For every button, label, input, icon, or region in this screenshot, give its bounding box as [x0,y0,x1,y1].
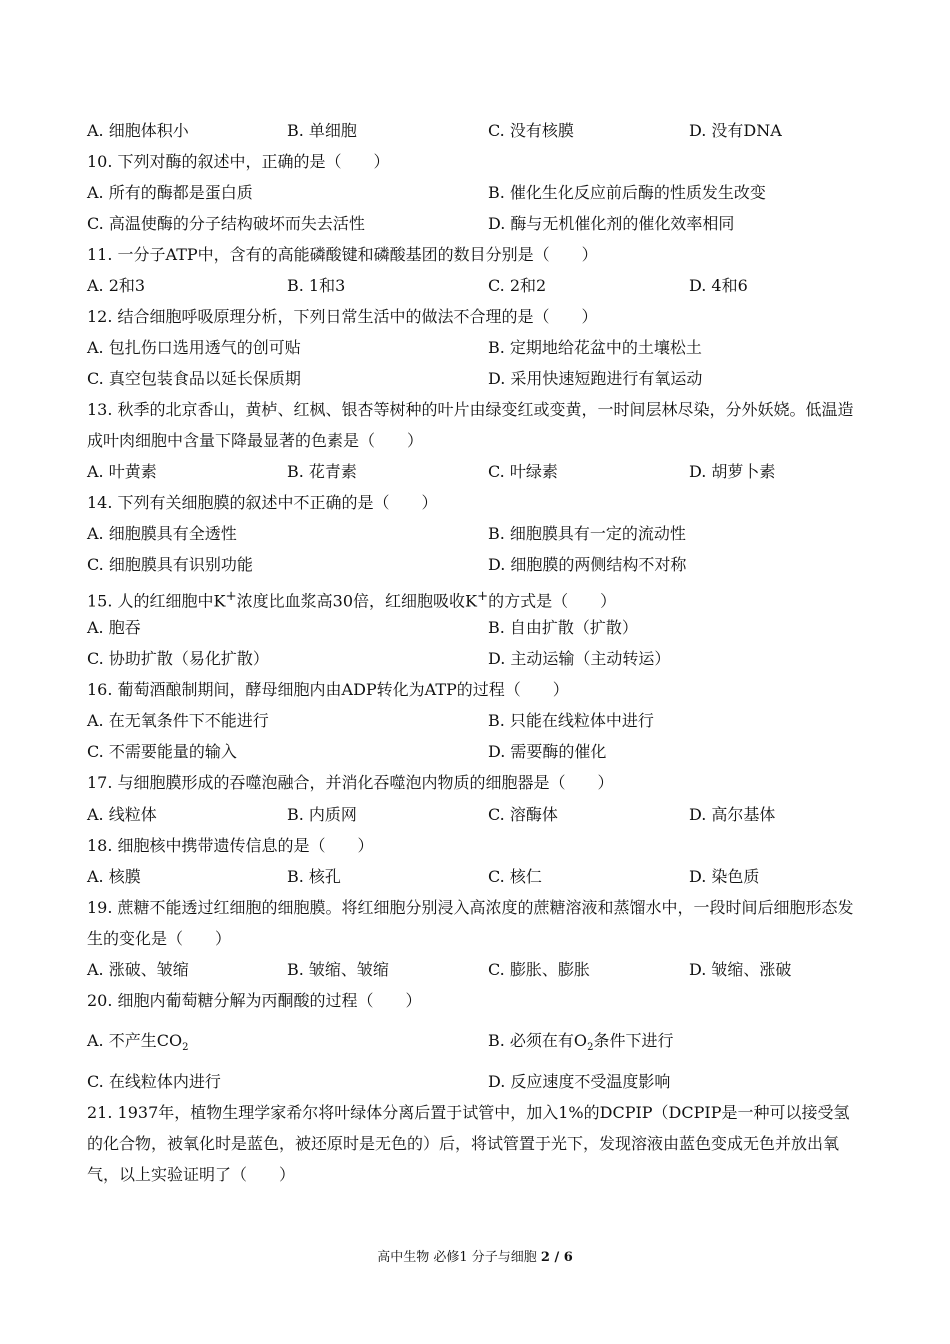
q18-stem: 18. 细胞核中携带遗传信息的是（ ） [87,836,374,855]
q20-option-a [87,1025,188,1063]
q13-options [87,456,887,487]
q10-option-d: D. 酶与无机催化剂的催化效率相同 [488,214,735,233]
q11-stem: 11. 一分子ATP中，含有的高能磷酸键和磷酸基团的数目分别是（ ） [87,245,598,264]
q20-option-b-subscript: 2 [587,1042,594,1054]
q14-option-d: D. 细胞膜的两侧结构不对称 [488,555,687,574]
q14-option-b: B. 细胞膜具有一定的流动性 [488,524,686,543]
q19-option-d: D. 皱缩、涨破 [689,960,792,979]
q9-option-a: A. 细胞体积小 [87,121,189,140]
q10-option-a: A. 所有的酶都是蛋白质 [87,183,253,202]
q16-option-a: A. 在无氧条件下不能进行 [87,711,269,730]
q11-option-c: C. 2和2 [488,276,547,295]
q15-stem-part1: 15. 人的红细胞中K [87,591,226,611]
q18-option-d: D. 染色质 [689,867,760,886]
q19-option-a: A. 涨破、皱缩 [87,960,189,979]
q20-stem: 20. 细胞内葡萄糖分解为丙酮酸的过程（ ） [87,991,422,1010]
q16-option-d: D. 需要酶的催化 [488,742,607,761]
q20-options-row2 [87,1066,887,1097]
q15-option-d: D. 主动运输（主动转运） [488,649,671,668]
q10-stem: 10. 下列对酶的叙述中，正确的是（ ） [87,152,390,171]
page-number: 2 / 6 [540,1250,573,1265]
q20-option-c: C. 在线粒体内进行 [87,1072,221,1091]
q18-option-a: A. 核膜 [87,867,141,886]
q20-options-row1 [87,1025,887,1056]
q19-option-b: B. 皱缩、皱缩 [287,960,389,979]
q14-stem: 14. 下列有关细胞膜的叙述中不正确的是（ ） [87,493,438,512]
q14-options-row2 [87,549,887,580]
q18-option-b: B. 核孔 [287,867,341,886]
q12-option-d: D. 采用快速短跑进行有氧运动 [488,369,703,388]
q10-option-b: B. 催化生化反应前后酶的性质发生改变 [488,183,766,202]
q11-option-a: A. 2和3 [87,276,146,295]
q14-option-a: A. 细胞膜具有全透性 [87,524,237,543]
q17-option-c: C. 溶酶体 [488,805,558,824]
q15-superscript-1: + [225,589,237,604]
q17-option-d: D. 高尔基体 [689,805,776,824]
q16-stem: 16. 葡萄酒酿制期间，酵母细胞内由ADP转化为ATP的过程（ ） [87,680,569,699]
q13-option-d: D. 胡萝卜素 [689,462,776,481]
q11-option-d: D. 4和6 [689,276,748,295]
q11-option-b: B. 1和3 [287,276,346,295]
q9-option-c: C. 没有核膜 [488,121,574,140]
q15-options-row2 [87,643,887,674]
q18-option-c: C. 核仁 [488,867,542,886]
q15-superscript-2: + [477,589,489,604]
q15-stem-part3: 的方式是（ ） [488,591,617,611]
q20-option-a-subscript: 2 [182,1042,189,1054]
q21-stem: 21. 1937年，植物生理学家希尔将叶绿体分离后置于试管中，加入1%的DCPIP（DCPIP是一种可以接受氢的化合物，被氧化时是蓝色，被还原时是无色的）后，将试管置于光下，发现溶液由蓝色变成无色并放出氧气，以上实验证明了（ ） [87,1103,850,1184]
q20-option-d: D. 反应速度不受温度影响 [488,1072,671,1091]
q18-options [87,861,887,892]
q9-options [87,115,887,146]
q11-options [87,270,887,301]
q12-options-row2 [87,363,887,394]
q16-options-row2 [87,736,887,767]
page-footer [0,1248,950,1268]
q10-options-row1 [87,177,887,208]
q17-options [87,799,887,830]
q16-options-row1 [87,705,887,736]
q13-option-b: B. 花青素 [287,462,357,481]
q15-options-row1 [87,612,887,643]
q12-option-a: A. 包扎伤口选用透气的创可贴 [87,338,301,357]
q16-option-c: C. 不需要能量的输入 [87,742,237,761]
q9-option-d: D. 没有DNA [689,121,782,140]
q12-options-row1 [87,332,887,363]
q13-option-c: C. 叶绿素 [488,462,558,481]
q17-option-b: B. 内质网 [287,805,357,824]
q15-stem-part2: 浓度比血浆高30倍，红细胞吸收K [236,591,477,611]
q12-option-c: C. 真空包装食品以延长保质期 [87,369,301,388]
q15-option-a: A. 胞吞 [87,618,141,637]
q20-option-b-text2: 条件下进行 [593,1031,674,1050]
q10-options-row2 [87,208,887,239]
q14-option-c: C. 细胞膜具有识别功能 [87,555,253,574]
q20-option-b [488,1025,673,1063]
footer-text: 高中生物 必修1 分子与细胞 [377,1250,541,1265]
q20-option-a-text: A. 不产生CO [87,1031,183,1050]
q16-option-b: B. 只能在线粒体中进行 [488,711,654,730]
q15-option-c: C. 协助扩散（易化扩散） [87,649,269,668]
q20-option-b-text1: B. 必须在有O [488,1031,588,1050]
q19-option-c: C. 膨胀、膨胀 [488,960,590,979]
q14-options-row1 [87,518,887,549]
q15-option-b: B. 自由扩散（扩散） [488,618,638,637]
q13-option-a: A. 叶黄素 [87,462,157,481]
q13-stem: 13. 秋季的北京香山，黄栌、红枫、银杏等树种的叶片由绿变红或变黄，一时间层林尽染，分外妖娆。低温造成叶肉细胞中含量下降最显著的色素是（ ） [87,400,854,450]
q10-option-c: C. 高温使酶的分子结构破坏而失去活性 [87,214,365,233]
q19-stem: 19. 蔗糖不能透过红细胞的细胞膜。将红细胞分别浸入高浓度的蔗糖溶液和蒸馏水中，一段时间后细胞形态发生的变化是（ ） [87,898,854,948]
q19-options [87,954,887,985]
q12-stem: 12. 结合细胞呼吸原理分析，下列日常生活中的做法不合理的是（ ） [87,307,598,326]
q17-option-a: A. 线粒体 [87,805,157,824]
q12-option-b: B. 定期地给花盆中的土壤松土 [488,338,702,357]
q17-stem: 17. 与细胞膜形成的吞噬泡融合，并消化吞噬泡内物质的细胞器是（ ） [87,773,614,792]
q9-option-b: B. 单细胞 [287,121,357,140]
